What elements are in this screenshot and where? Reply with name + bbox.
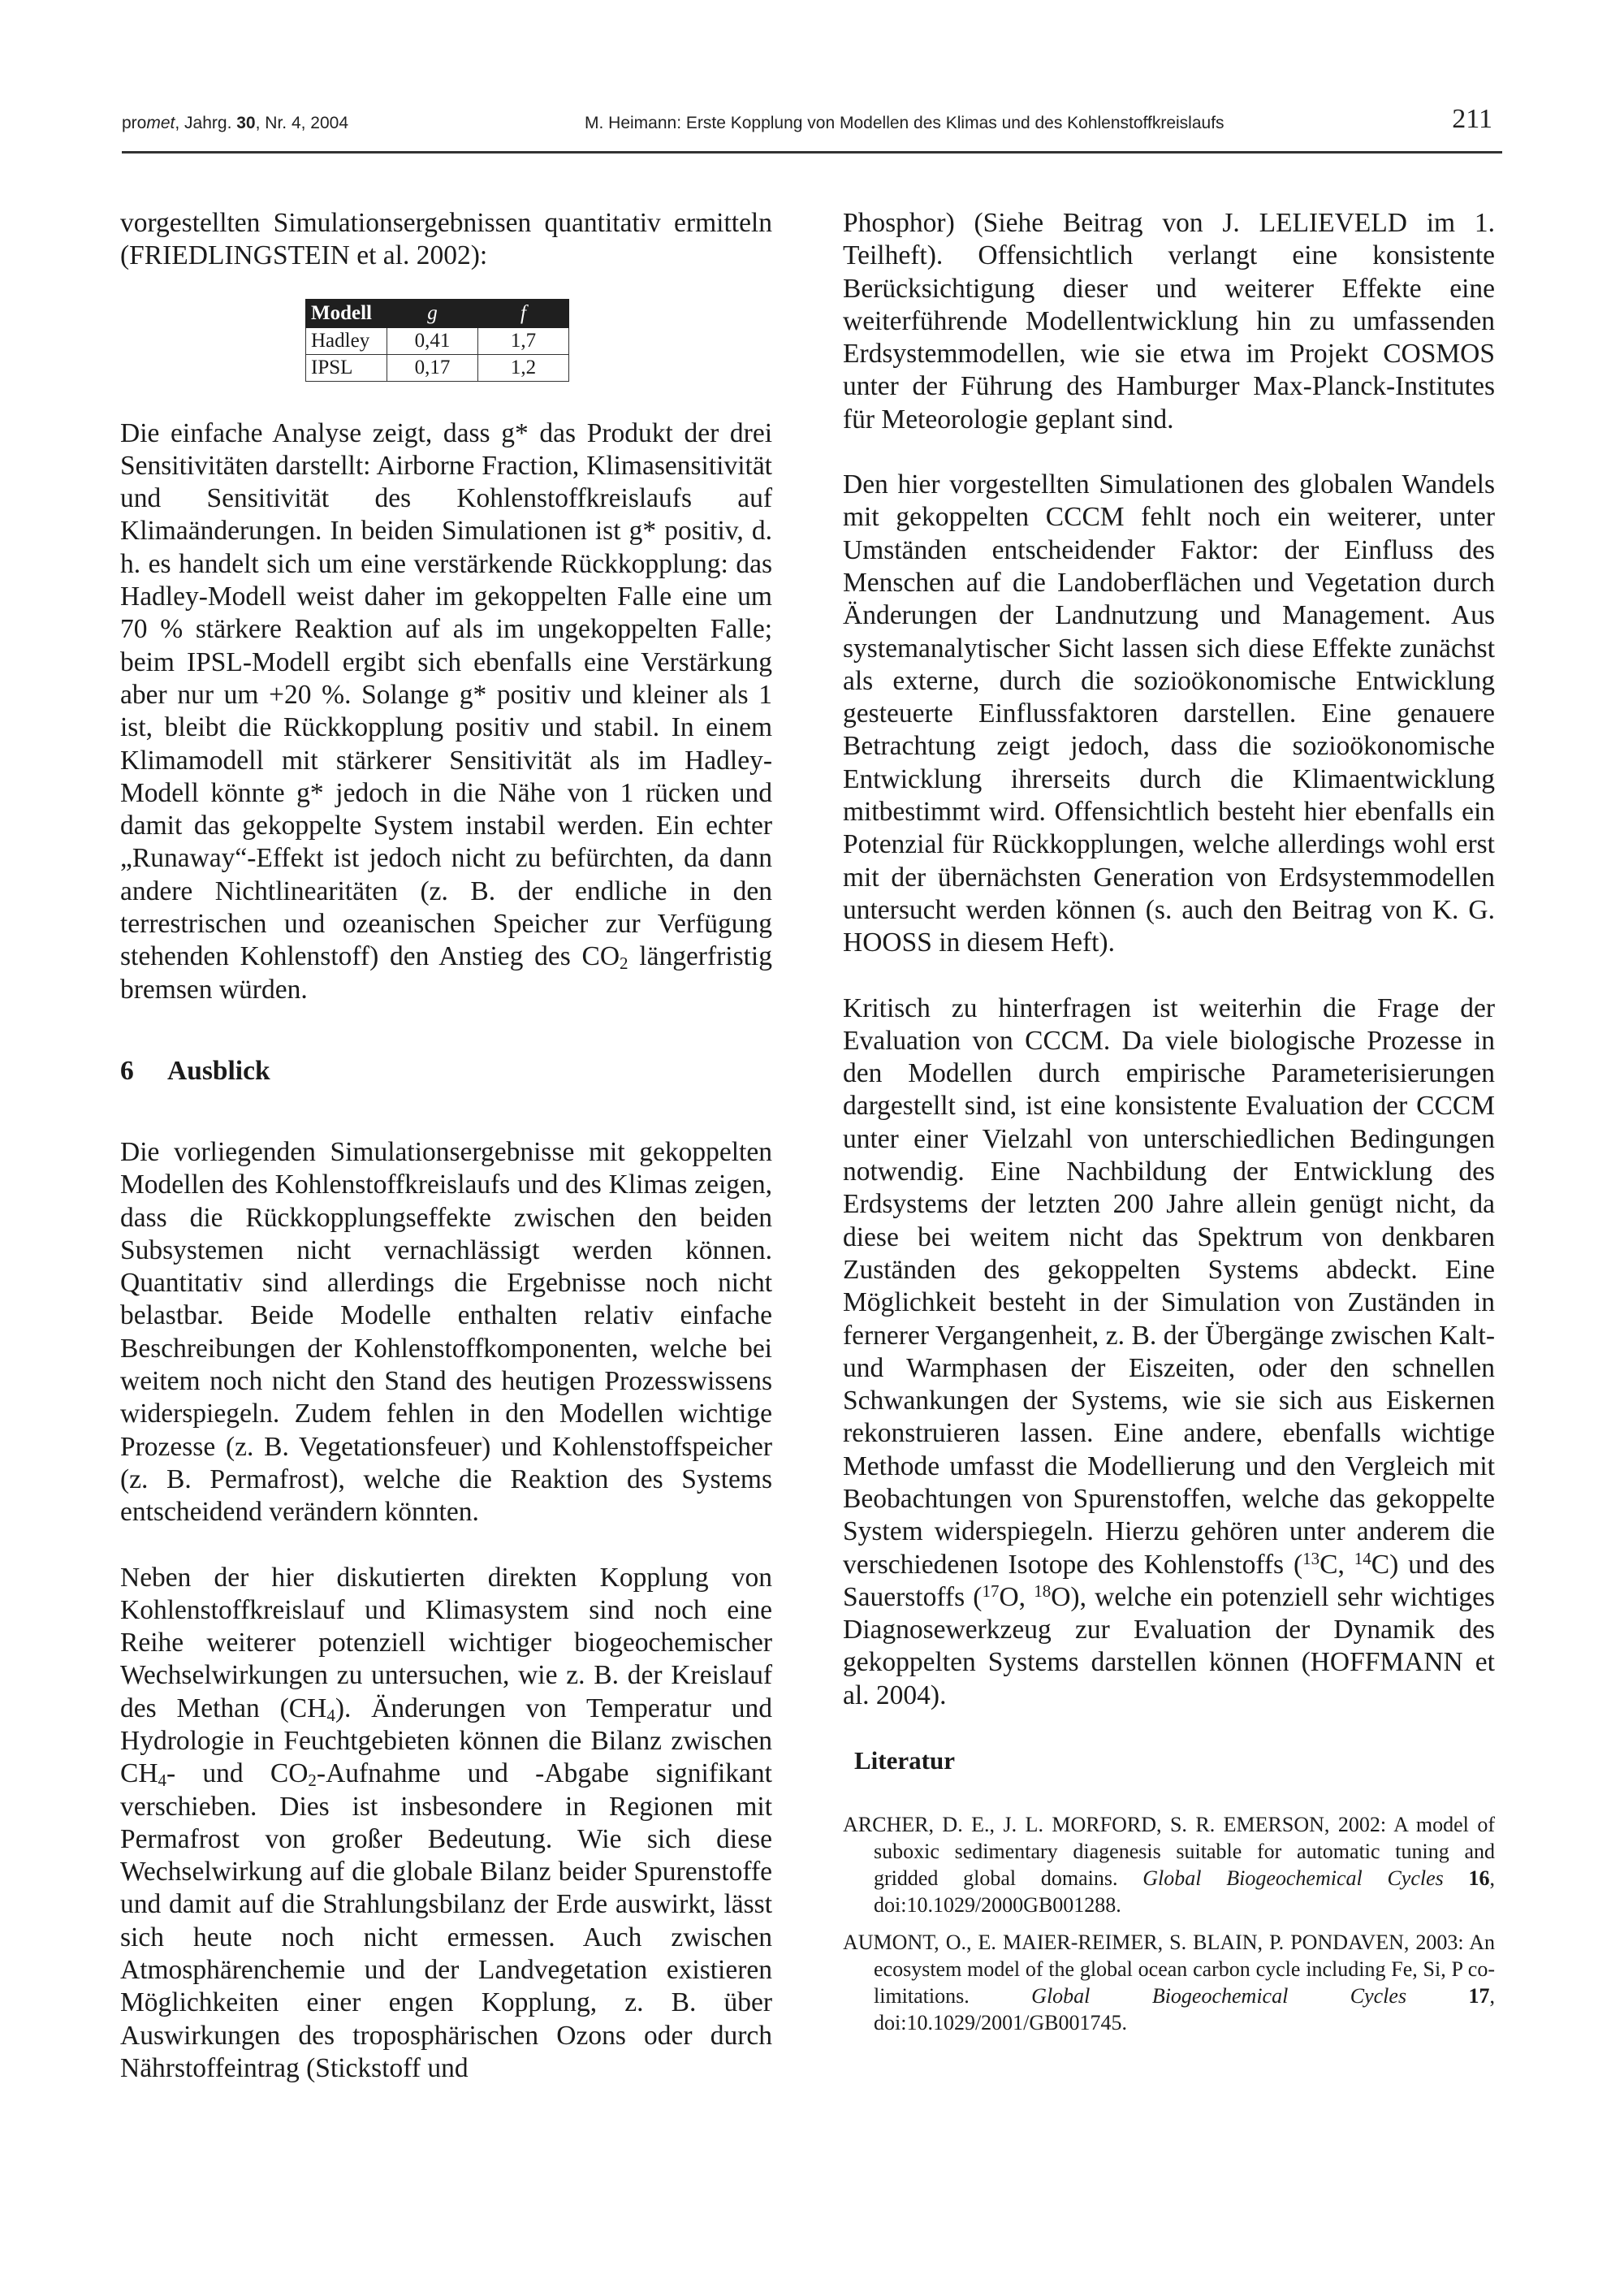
sensitivity-table (305, 299, 569, 382)
evaluation-paragraph: Kritisch zu hinterfragen ist weiterhin die Frage der Evaluation von CCCM. Da viele biologische Prozesse in den Modellen durch empirische Parameterisierungen dargestellt sind, ist eine konsistente Evaluation der CCCM unter einer Vielzahl von unterschiedlichen Bedingungen notwendig. Eine Nachbildung der Entwicklung des Erdsystems der letzten 200 Jahre allein genügt nicht, da diese bei weitem nicht das Spektrum von denkbaren Zuständen des gekoppelten Systems abdeckt. Eine Möglichkeit besteht in der Simulation von Zuständen in fernerer Vergangenheit, z. B. der Übergänge zwischen Kalt- und Warmphasen der Eiszeiten, oder den schnellen Schwankungen der Systems, wie sie sich aus Eiskernen rekonstruieren lassen. Eine andere, ebenfalls wichtige Methode umfasst die Modellierung und den Vergleich mit Beobachtungen von Spurenstoffen, welche das gekoppelte System widerspiegeln. Hierzu gehören unter anderem die verschiedenen Isotope des Kohlenstoffs ($^{13}$C, $^{14}$C) und des Sauerstoffs ($^{17}$O, $^{18}$O), welche ein potenziell sehr wichtiges Diagnosewerkzeug zur Evaluation der Dynamik des gekoppelten Systems darstellen können (HOFFMANN et al. 2004). (843, 992, 1495, 1710)
left-column (120, 207, 772, 2117)
running-title: M. Heimann: Erste Kopplung von Modellen des Klimas und des Kohlenstoffkreislaufs (585, 114, 1224, 132)
reference-item: ARCHER, D. E., J. L. MORFORD, S. R. EMERSON, 2002: A model of suboxic sedimentary diagenesis suitable for automatic tuning and gridded global domains. Global Biogeochemical Cycles 16, doi:10.1029/2000GB001288. (843, 1813, 1496, 1918)
table-row (306, 327, 569, 354)
continuation-paragraph: Phosphor) (Siehe Beitrag von J. LELIEVELD im 1. Teilheft). Offensichtlich verlangt eine konsistente Berücksichtigung dieser und weiterer Effekte eine weiterführende Modellentwicklung hin zu umfassenden Erdsystemmodellen, wie sie etwa im Projekt COSMOS unter der Führung des Hamburger Max-Planck-Institutes für Meteorologie geplant sind. (843, 208, 1495, 435)
ausblick-paragraph: Die vorliegenden Simulationsergebnisse mit gekoppelten Modellen des Kohlenstoffkreislaufs und des Klimas zeigen, dass die Rückkopplungseffekte zwischen den beiden Subsystemen nicht vernachlässigt werden können. Quantitativ sind allerdings die Ergebnisse noch nicht belastbar. Beide Modelle enthalten relativ einfache Beschreibungen der Kohlenstoffkomponenten, welche bei weitem noch nicht den Stand des heutigen Prozesswissens widerspiegeln. Zudem fehlen in den Modellen wichtige Prozesse (z. B. Vegetationsfeuer) und Kohlenstoffspeicher (z. B. Permafrost), welche die Reaktion des Systems entscheidend verändern könnten. (120, 1136, 772, 1528)
table-header-cell: g (387, 299, 478, 327)
table-header-cell: f (478, 299, 569, 327)
journal-citation: promet, Jahrg. 30, Nr. 4, 2004 (122, 114, 349, 132)
table-row (306, 354, 569, 381)
global-change-paragraph: Den hier vorgestellten Simulationen des globalen Wandels mit gekoppelten CCCM fehlt noch ein weiterer, unter Umständen entscheidender Faktor: der Einfluss des Menschen auf die Landoberflächen und Vegetation durch Änderungen der Landnutzung und Management. Aus systemanalytischer Sicht lassen sich diese Effekte zunächst als externe, durch die sozioökonomische Entwicklung gesteuerte Einflussfaktoren darstellen. Eine genauere Betrachtung zeigt jedoch, dass die sozioökonomische Entwicklung ihrerseits durch die Klimaentwicklung mitbestimmt wird. Offensichtlich besteht hier ebenfalls ein Potenzial für Rückkopplungen, welche allerdings wohl erst mit der übernächsten Generation von Erdsystemmodellen untersucht werden können (s. auch den Beitrag von K. G. HOOSS in diesem Heft). (843, 469, 1495, 958)
right-column (843, 207, 1495, 2047)
table-cell: 1,7 (478, 327, 569, 354)
table-cell: 0,41 (387, 327, 478, 354)
literature-heading: Literatur (854, 1746, 955, 1775)
coupling-paragraph: Neben der hier diskutierten direkten Kopplung von Kohlenstoffkreislauf und Klimasystem sind noch eine Reihe weiterer potenziell wichtiger biogeochemischer Wechselwirkungen zu untersuchen, wie z. B. der Kreislauf des Methan $(CH_4)$. Änderungen von Temperatur und Hydrologie in Feuchtgebieten können die Bilanz zwischen $CH_4-$ und $CO_2$-Aufnahme und -Abgabe signifikant verschieben. Dies ist insbesondere in Regionen mit Permafrost von großer Bedeutung. Wie sich diese Wechselwirkung auf die globale Bilanz beider Spurenstoffe und damit auf die Strahlungsbilanz der Erde auswirkt, lässt sich heute noch nicht ermessen. Auch zwischen Atmosphärenchemie und der Landvegetation existieren Möglichkeiten einer engen Kopplung, z. B. über Auswirkungen des troposphärischen Ozons oder durch Nährstoffeintrag (Stickstoff und (120, 1562, 772, 2083)
table-cell: 0,17 (387, 354, 478, 381)
header-divider (122, 151, 1502, 153)
table-header-row (306, 299, 569, 327)
reference-item: AUMONT, O., E. MAIER-REIMER, S. BLAIN, P. PONDAVEN, 2003: An ecosystem model of the global ocean carbon cycle including Fe, Si, P co-limitations. Global Biogeochemical Cycles 17, doi:10.1029/2001/GB001745. (843, 1931, 1495, 2035)
page-number: 211 (1452, 104, 1492, 134)
section-heading: 6 Ausblick (120, 1055, 270, 1086)
table-cell: 1,2 (478, 354, 569, 381)
table-cell: IPSL (306, 354, 387, 381)
table-header-cell: Modell (306, 299, 387, 327)
page-header (122, 104, 1502, 156)
analysis-paragraph: Die einfache Analyse zeigt, dass g* das Produkt der drei Sensitivitäten darstellt: Airborne Fraction, Klimasensitivität und Sensitivität des Kohlenstoffkreislaufs auf Klimaänderungen. In beiden Simulationen ist g* positiv, d. h. es handelt sich um eine verstärkende Rückkopplung: das Hadley-Modell weist daher im gekoppelten Falle eine um 70 % stärkere Reaktion auf als im ungekoppelten Falle; beim IPSL-Modell ergibt sich ebenfalls eine Verstärkung aber nur um +20 %. Solange g* positiv und kleiner als 1 ist, bleibt die Rückkopplung positiv und stabil. In einem Klimamodell mit stärkerer Sensitivität als im Hadley-Modell könnte g* jedoch in die Nähe von 1 rücken und damit das gekoppelte System instabil werden. Ein echter „Runaway“-Effekt ist jedoch nicht zu befürchten, da dann andere Nichtlinearitäten (z. B. der endliche in den terrestrischen und ozeanischen Speicher zur Verfügung stehenden Kohlenstoff) den Anstieg des $CO_2$ längerfristig bremsen würden. (120, 417, 772, 1005)
table-cell: Hadley (306, 327, 387, 354)
intro-paragraph: vorgestellten Simulationsergebnissen quantitativ ermitteln (FRIEDLINGSTEIN et al. 2002): (120, 208, 772, 271)
